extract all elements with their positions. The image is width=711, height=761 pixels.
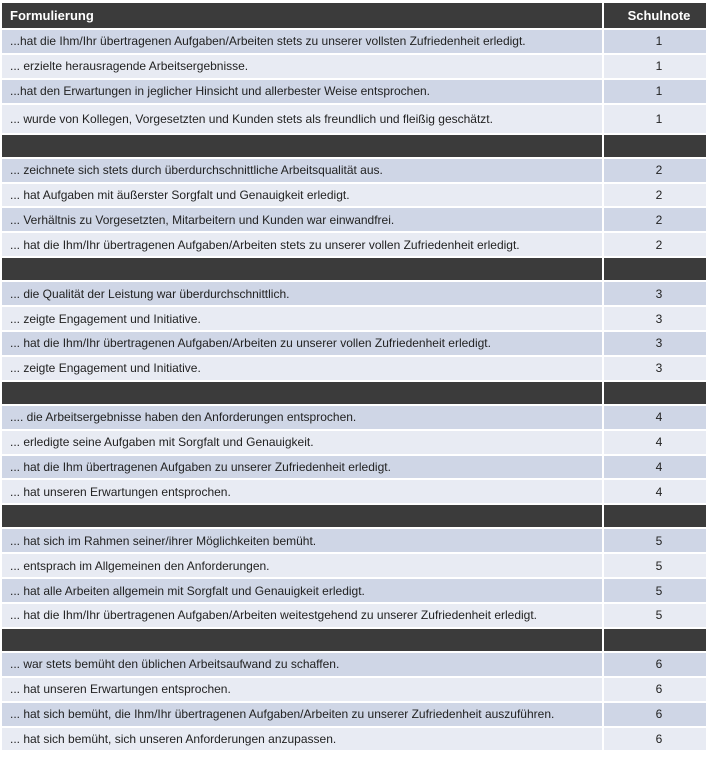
schulnote-cell: 5 xyxy=(604,554,708,579)
schulnote-cell: 2 xyxy=(604,233,708,258)
formulierung-cell: ... hat die Ihm übertragenen Aufgaben zu unserer Zufriedenheit erledigt. xyxy=(2,456,604,481)
table-row xyxy=(2,332,708,357)
formulierung-cell: ...hat den Erwartungen in jeglicher Hinsicht und allerbester Weise entsprochen. xyxy=(2,80,604,105)
separator-cell xyxy=(604,258,708,282)
schulnote-cell: 4 xyxy=(604,406,708,431)
formulierung-cell: ... wurde von Kollegen, Vorgesetzten und Kunden stets als freundlich und fleißig geschätzt. xyxy=(2,105,604,135)
schulnote-cell: 2 xyxy=(604,208,708,233)
schulnote-cell: 3 xyxy=(604,307,708,332)
table-row xyxy=(2,30,708,55)
formulierung-cell: ... hat Aufgaben mit äußerster Sorgfalt und Genauigkeit erledigt. xyxy=(2,184,604,209)
formulierung-cell: ... hat sich im Rahmen seiner/ihrer Möglichkeiten bemüht. xyxy=(2,529,604,554)
formulierung-cell: ... Verhältnis zu Vorgesetzten, Mitarbeitern und Kunden war einwandfrei. xyxy=(2,208,604,233)
separator-cell xyxy=(604,629,708,653)
group-separator xyxy=(2,258,708,282)
formulierung-cell: ... die Qualität der Leistung war überdurchschnittlich. xyxy=(2,282,604,307)
table-row xyxy=(2,456,708,481)
table-row xyxy=(2,184,708,209)
table-row xyxy=(2,529,708,554)
table-row xyxy=(2,703,708,728)
schulnote-cell: 3 xyxy=(604,282,708,307)
formulierung-cell: ... zeichnete sich stets durch überdurchschnittliche Arbeitsqualität aus. xyxy=(2,159,604,184)
formulierung-cell: ... hat die Ihm/Ihr übertragenen Aufgaben/Arbeiten stets zu unserer vollen Zufriedenheit erledigt. xyxy=(2,233,604,258)
separator-cell xyxy=(604,382,708,406)
table-body xyxy=(2,30,708,752)
formulierung-cell: ... hat die Ihm/Ihr übertragenen Aufgaben/Arbeiten zu unserer vollen Zufriedenheit erledigt. xyxy=(2,332,604,357)
schulnote-cell: 1 xyxy=(604,55,708,80)
schulnote-cell: 5 xyxy=(604,604,708,629)
table-row xyxy=(2,159,708,184)
formulierung-cell: .... die Arbeitsergebnisse haben den Anforderungen entsprochen. xyxy=(2,406,604,431)
schulnote-cell: 6 xyxy=(604,703,708,728)
header-formulierung: Formulierung xyxy=(2,3,604,30)
table-row xyxy=(2,480,708,505)
schulnote-cell: 1 xyxy=(604,80,708,105)
group-separator xyxy=(2,135,708,159)
formulierung-cell: ... hat sich bemüht, die Ihm/Ihr übertragenen Aufgaben/Arbeiten zu unserer Zufriedenheit auszuführen. xyxy=(2,703,604,728)
table-row xyxy=(2,307,708,332)
formulierung-cell: ... entsprach im Allgemeinen den Anforderungen. xyxy=(2,554,604,579)
formulierung-cell: ... hat die Ihm/Ihr übertragenen Aufgaben/Arbeiten weitestgehend zu unserer Zufriedenheit erledigt. xyxy=(2,604,604,629)
table-row xyxy=(2,282,708,307)
formulierung-cell: ... zeigte Engagement und Initiative. xyxy=(2,307,604,332)
separator-cell xyxy=(2,135,604,159)
formulierung-cell: ... hat unseren Erwartungen entsprochen. xyxy=(2,480,604,505)
formulierung-cell: ... zeigte Engagement und Initiative. xyxy=(2,357,604,382)
separator-cell xyxy=(2,505,604,529)
group-separator xyxy=(2,629,708,653)
schulnote-cell: 4 xyxy=(604,431,708,456)
schulnote-cell: 5 xyxy=(604,579,708,604)
formulierung-cell: ...hat die Ihm/Ihr übertragenen Aufgaben/Arbeiten stets zu unserer vollsten Zufriedenheit erledigt. xyxy=(2,30,604,55)
table-row xyxy=(2,604,708,629)
formulierung-cell: ... hat sich bemüht, sich unseren Anforderungen anzupassen. xyxy=(2,728,604,753)
schulnote-cell: 4 xyxy=(604,480,708,505)
schulnote-cell: 6 xyxy=(604,678,708,703)
schulnote-cell: 3 xyxy=(604,357,708,382)
schulnote-cell: 2 xyxy=(604,184,708,209)
group-separator xyxy=(2,505,708,529)
table-row xyxy=(2,406,708,431)
table-row xyxy=(2,80,708,105)
table-row xyxy=(2,554,708,579)
table-row xyxy=(2,653,708,678)
table-row xyxy=(2,431,708,456)
separator-cell xyxy=(604,135,708,159)
table-row xyxy=(2,728,708,753)
table-row xyxy=(2,233,708,258)
table-header-row xyxy=(2,3,708,30)
table-row xyxy=(2,105,708,135)
separator-cell xyxy=(2,629,604,653)
formulierung-cell: ... war stets bemüht den üblichen Arbeitsaufwand zu schaffen. xyxy=(2,653,604,678)
formulierung-cell: ... hat alle Arbeiten allgemein mit Sorgfalt und Genauigkeit erledigt. xyxy=(2,579,604,604)
schulnote-cell: 1 xyxy=(604,105,708,135)
schulnote-cell: 3 xyxy=(604,332,708,357)
table-row xyxy=(2,55,708,80)
table-row xyxy=(2,678,708,703)
separator-cell xyxy=(2,258,604,282)
schulnote-cell: 1 xyxy=(604,30,708,55)
group-separator xyxy=(2,382,708,406)
schulnote-cell: 5 xyxy=(604,529,708,554)
schulnote-cell: 6 xyxy=(604,728,708,753)
schulnote-cell: 6 xyxy=(604,653,708,678)
separator-cell xyxy=(604,505,708,529)
header-schulnote: Schulnote xyxy=(604,3,708,30)
formulierung-cell: ... erzielte herausragende Arbeitsergebnisse. xyxy=(2,55,604,80)
table-row xyxy=(2,208,708,233)
formulierung-cell: ... hat unseren Erwartungen entsprochen. xyxy=(2,678,604,703)
schulnote-cell: 2 xyxy=(604,159,708,184)
grade-table xyxy=(2,3,708,752)
separator-cell xyxy=(2,382,604,406)
table-row xyxy=(2,579,708,604)
table-row xyxy=(2,357,708,382)
formulierung-cell: ... erledigte seine Aufgaben mit Sorgfalt und Genauigkeit. xyxy=(2,431,604,456)
schulnote-cell: 4 xyxy=(604,456,708,481)
